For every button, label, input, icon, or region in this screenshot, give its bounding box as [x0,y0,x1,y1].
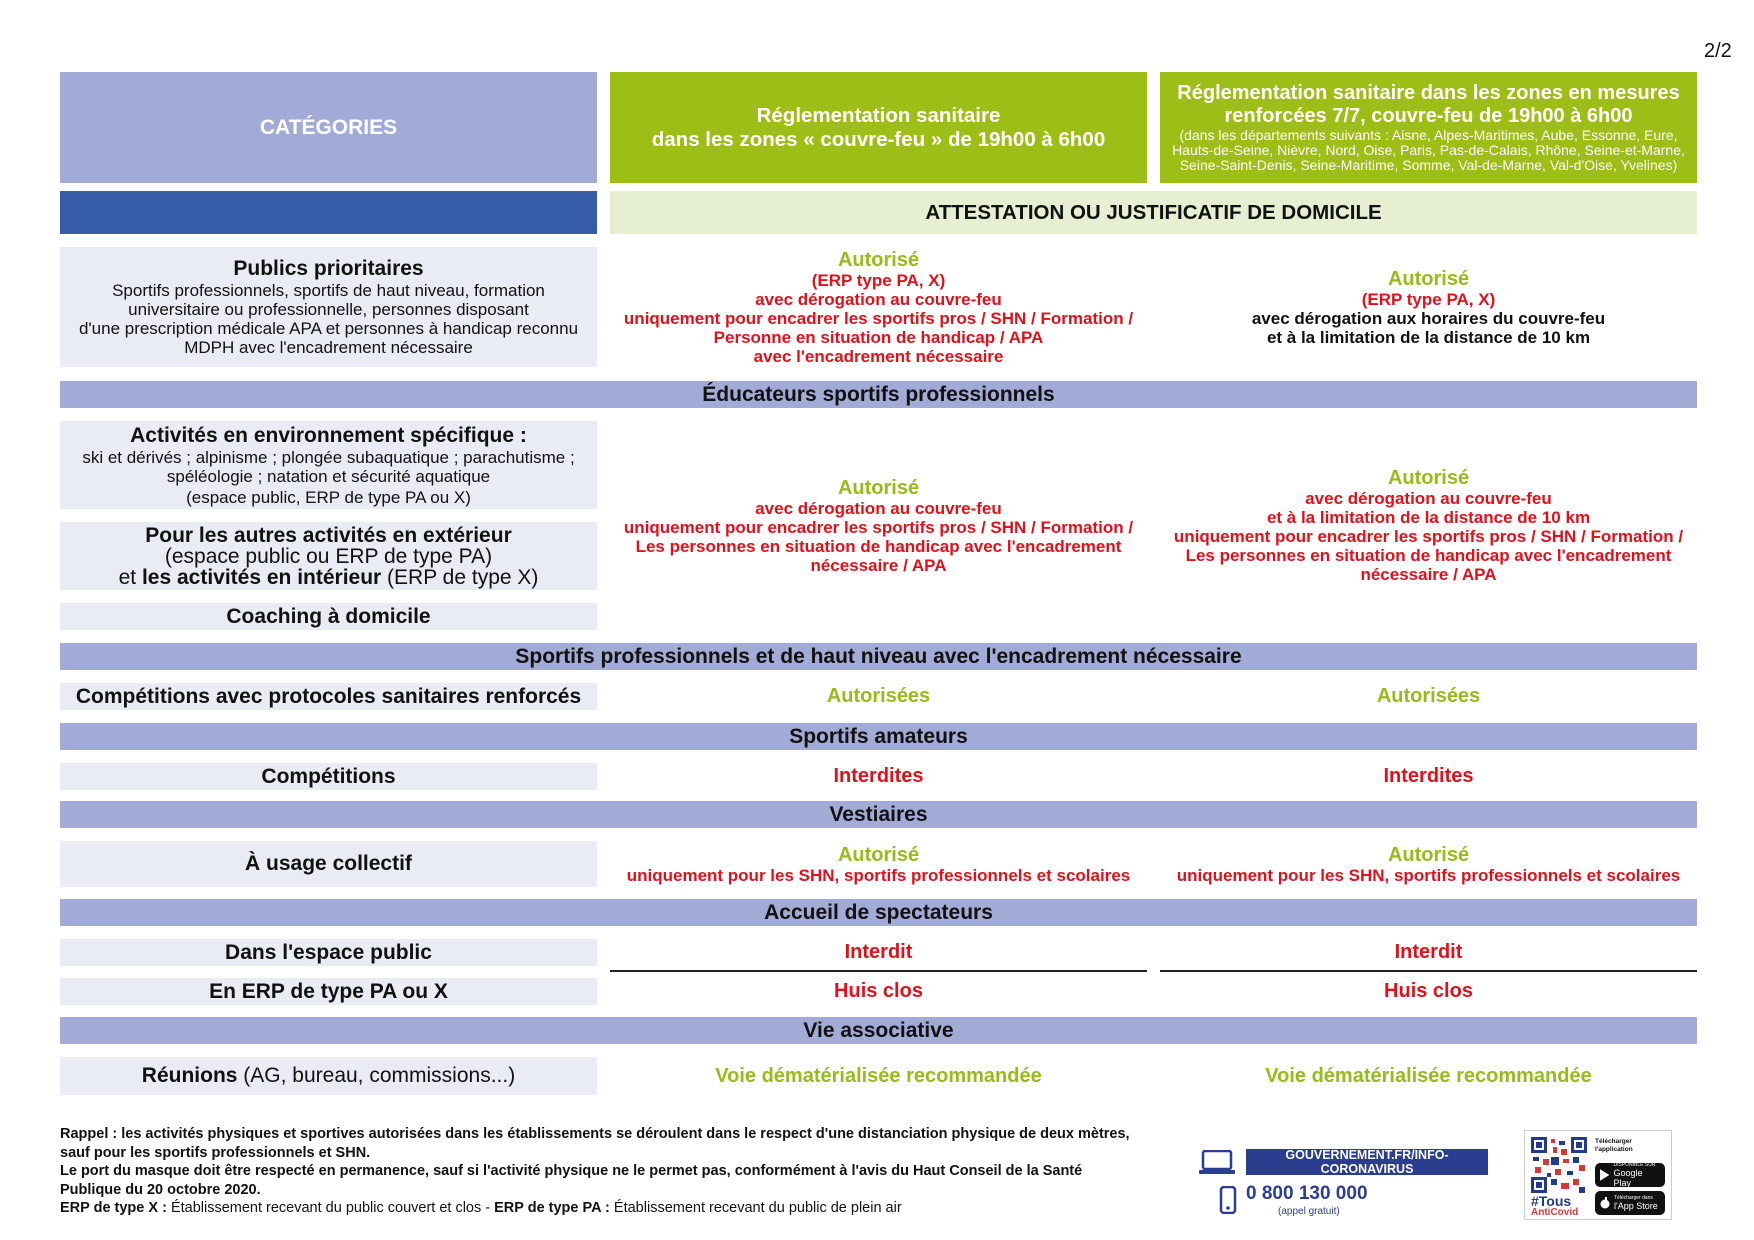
vestiaires-reinforced-detail: uniquement pour les SHN, sportifs professionnels et scolaires [1176,865,1681,885]
footer-erp [60,1199,1180,1218]
amateurs-curfew-value: Interdites [833,765,924,787]
spectateurs-erp-curfew-cell [610,978,1147,1005]
publics-reinforced-line2: avec dérogation aux horaires du couvre-feu [1251,308,1606,328]
attestation-label: ATTESTATION OU JUSTIFICATIF DE DOMICILE [925,200,1382,224]
associative-curfew: Voie dématérialisée recommandée [715,1064,1042,1087]
vestiaires-reinforced-cell [1160,841,1697,887]
educateurs-curfew-line-3: nécessaire / APA [810,555,947,575]
apple-icon [1600,1197,1610,1209]
play-icon [1600,1169,1609,1181]
amateurs-reinforced-value: Interdites [1383,765,1474,787]
gov-link[interactable] [1246,1149,1488,1175]
google-play-big: Google Play [1613,1168,1643,1188]
page-number: 2/2 [1704,40,1732,62]
educateurs-reinforced-line-3: Les personnes en situation de handicap avec l'encadrement [1185,546,1672,565]
other-line3 [119,567,539,588]
educateurs-band-label: Éducateurs sportifs professionnels [702,382,1055,406]
spectateurs-band-label: Accueil de spectateurs [764,900,993,924]
associative-band [60,1017,1697,1044]
pros-label: Compétitions avec protocoles sanitaires renforcés [75,684,582,708]
gov-link-label: GOUVERNEMENT.FR/INFO-CORONAVIRUS [1285,1148,1449,1176]
amateurs-curfew-cell [610,763,1147,790]
anticovid-label: AntiCovid [1531,1207,1579,1218]
educateurs-curfew-cell [610,421,1147,630]
publics-curfew-status: Autorisé [837,248,920,271]
other-line1: Pour les autres activités en extérieur [145,523,512,547]
app-store-button[interactable] [1595,1191,1665,1215]
categories-header [60,72,597,183]
reinforced-header-departments: (dans les départements suivants : Aisne, Alpes-Maritimes, Aube, Essonne, Eure, Hauts-de-Seine, Nièvre, Nord, Oise, Paris, Pas-de-Calais, Rhône, Seine-et-Marne, Seine-Saint-Denis, Seine-Maritime, Somme, Val-de-Marne, Val-d'Oise, Yvelines) [1172,127,1685,173]
educateurs-reinforced-cell [1160,421,1697,630]
divider-curfew [610,970,1147,972]
phone-icon [1219,1186,1237,1214]
associative-label-bold: Réunions [141,1064,238,1087]
specific-line-0: ski et dérivés ; alpinisme ; plongée subaquatique ; parachutisme ; [82,448,575,467]
specific-line-1: spéléologie ; natation et sécurité aquatique [166,467,491,486]
associative-reinforced: Voie dématérialisée recommandée [1265,1064,1592,1087]
educateurs-curfew-line-2: Les personnes en situation de handicap avec l'encadrement [635,536,1122,556]
publics-curfew-line-0: (ERP type PA, X) [811,270,946,290]
pros-curfew-cell [610,683,1147,710]
qr-code-icon[interactable] [1531,1137,1587,1193]
footer-erp-x: Établissement recevant du public couvert et clos - [170,1200,495,1216]
other-line3-c: (ERP de type X) [381,565,539,589]
pros-reinforced-value: Autorisées [1376,685,1481,707]
footer-rappel-label: Rappel : [60,1126,122,1142]
associative-label-cell [60,1057,597,1095]
publics-curfew-line-4: avec l'encadrement nécessaire [753,346,1004,366]
amateurs-band [60,723,1697,750]
curfew-header-line2: dans les zones « couvre-feu » de 19h00 à 6h00 [651,127,1106,151]
publics-desc-1: universitaire ou professionnelle, personnes disposant [128,300,529,319]
pros-band [60,643,1697,670]
educateurs-curfew-line-1: uniquement pour encadrer les sportifs pros / SHN / Formation / [623,517,1134,537]
app-store-text [1614,1195,1658,1211]
other-line3-a: et [118,565,142,589]
tous-label: #Tous [1531,1193,1572,1209]
pros-reinforced-cell [1160,683,1697,710]
educateurs-reinforced-line-1: et à la limitation de la distance de 10 km [1266,508,1591,527]
vestiaires-reinforced-status: Autorisé [1387,843,1470,866]
app-store-small: Télécharger dans [1614,1195,1653,1201]
google-play-small: DISPONIBLE SUR [1613,1162,1656,1168]
coaching-cell [60,603,597,630]
publics-curfew-line-2: uniquement pour encadrer les sportifs pros / SHN / Formation / [623,308,1134,328]
footer-masque-1: Le port du masque doit être respecté en permanence, sauf si l'activité physique ne le permet pas, conformément à l'avis du Haut Conseil de la Santé [60,1163,1083,1179]
publics-desc-3: MDPH avec l'encadrement nécessaire [184,338,473,357]
publics-title: Publics prioritaires [233,257,424,280]
pros-label-cell [60,683,597,710]
vestiaires-curfew-cell [610,841,1147,887]
footer-erp-x-label: ERP de type X : [60,1200,171,1216]
other-line3-b: les activités en intérieur [141,565,382,589]
vestiaires-band-label: Vestiaires [829,802,928,826]
educateurs-curfew-line-0: avec dérogation au couvre-feu [755,498,1002,518]
publics-label-cell [60,247,597,367]
educateurs-reinforced-line-2: uniquement pour encadrer les sportifs pros / SHN / Formation / [1173,527,1684,546]
phone-number[interactable]: 0 800 130 000 [1246,1183,1368,1204]
laptop-icon [1198,1150,1236,1176]
google-play-text [1613,1162,1660,1188]
footer-notes [60,1125,1180,1218]
publics-reinforced-cell [1160,247,1697,367]
publics-reinforced-line1: (ERP type PA, X) [1361,289,1496,309]
vestiaires-label: À usage collectif [245,852,412,875]
amateurs-reinforced-cell [1160,763,1697,790]
pros-band-label: Sportifs professionnels et de haut niveau avec l'encadrement nécessaire [515,644,1242,668]
publics-curfew-line-1: avec dérogation au couvre-feu [755,289,1002,309]
reinforced-header-line1: Réglementation sanitaire dans les zones en mesures [1177,82,1680,104]
spectateurs-public-curfew-cell [610,939,1147,966]
footer-rappel-2: sauf pour les sportifs professionnels et SHN. [60,1144,371,1161]
vestiaires-curfew-status: Autorisé [837,843,920,866]
amateurs-band-label: Sportifs amateurs [789,724,968,748]
attestation-bar [610,191,1697,234]
spectateurs-public-reinforced: Interdit [1394,941,1463,963]
spectateurs-erp-label-cell [60,978,597,1005]
amateurs-label: Compétitions [261,764,396,788]
associative-reinforced-cell [1160,1057,1697,1095]
anticovid-box [1524,1130,1672,1220]
footer-rappel-text: les activités physiques et sportives autorisées dans les établissements se déroulent dans le respect d'une distanciation physique de deux mètres, [121,1126,1130,1142]
vestiaires-label-cell [60,841,597,887]
other-activities-cell [60,522,597,590]
curfew-header [610,72,1147,183]
educateurs-reinforced-line-4: nécessaire / APA [1360,565,1497,584]
download-label: Télécharger l'application [1595,1138,1633,1153]
vestiaires-curfew-detail: uniquement pour les SHN, sportifs professionnels et scolaires [626,865,1131,885]
footer-erp-pa-label: ERP de type PA : [494,1200,614,1216]
publics-desc-0: Sportifs professionnels, sportifs de haut niveau, formation [112,281,545,300]
footer-erp-pa: Établissement recevant du public de plein air [613,1200,902,1216]
spectateurs-public-label-cell [60,939,597,966]
divider-reinforced [1160,970,1697,972]
spectateurs-erp-curfew: Huis clos [834,980,923,1002]
specific-title: Activités en environnement spécifique : [130,424,527,447]
amateurs-label-cell [60,763,597,790]
publics-reinforced-status: Autorisé [1387,267,1470,290]
educateurs-reinforced-line-0: avec dérogation au couvre-feu [1305,489,1552,508]
associative-band-label: Vie associative [803,1018,954,1042]
reinforced-header [1160,72,1697,183]
spectateurs-erp-reinforced-cell [1160,978,1697,1005]
specific-line-2: (espace public, ERP de type PA ou X) [186,488,471,507]
educateurs-curfew-status: Autorisé [837,476,920,499]
publics-curfew-cell [610,247,1147,367]
footer-rappel-1 [60,1125,1180,1144]
associative-curfew-cell [610,1057,1147,1095]
footer-masque-2: Publique du 20 octobre 2020. [60,1181,261,1198]
spectateurs-band [60,899,1697,926]
spectateurs-erp-reinforced: Huis clos [1384,980,1473,1002]
publics-reinforced-line3: et à la limitation de la distance de 10 km [1266,327,1591,347]
educateurs-reinforced-status: Autorisé [1387,467,1470,489]
reinforced-header-line2: renforcées 7/7, couvre-feu de 19h00 à 6h00 [1224,105,1633,127]
associative-label-rest: (AG, bureau, commissions...) [237,1064,516,1087]
phone-note: (appel gratuit) [1278,1206,1340,1217]
curfew-header-line1: Réglementation sanitaire [756,103,1001,127]
educateurs-band [60,381,1697,408]
vestiaires-band [60,801,1697,828]
publics-desc-2: d'une prescription médicale APA et personnes à handicap reconnu [78,319,579,338]
spectateurs-erp-label: En ERP de type PA ou X [209,979,448,1003]
spectateurs-public-label: Dans l'espace public [225,940,432,964]
coaching-label: Coaching à domicile [226,604,431,628]
spectateurs-public-curfew: Interdit [844,941,913,963]
associative-label [142,1064,515,1088]
spectateurs-public-reinforced-cell [1160,939,1697,966]
app-store-big: l'App Store [1614,1201,1658,1211]
navy-bar [60,191,597,234]
specific-activities-cell [60,421,597,509]
categories-label: CATÉGORIES [259,115,398,139]
publics-curfew-line-3: Personne en situation de handicap / APA [713,327,1044,347]
google-play-button[interactable] [1595,1163,1665,1187]
other-line2: (espace public ou ERP de type PA) [164,544,493,568]
pros-curfew-value: Autorisées [826,685,931,707]
